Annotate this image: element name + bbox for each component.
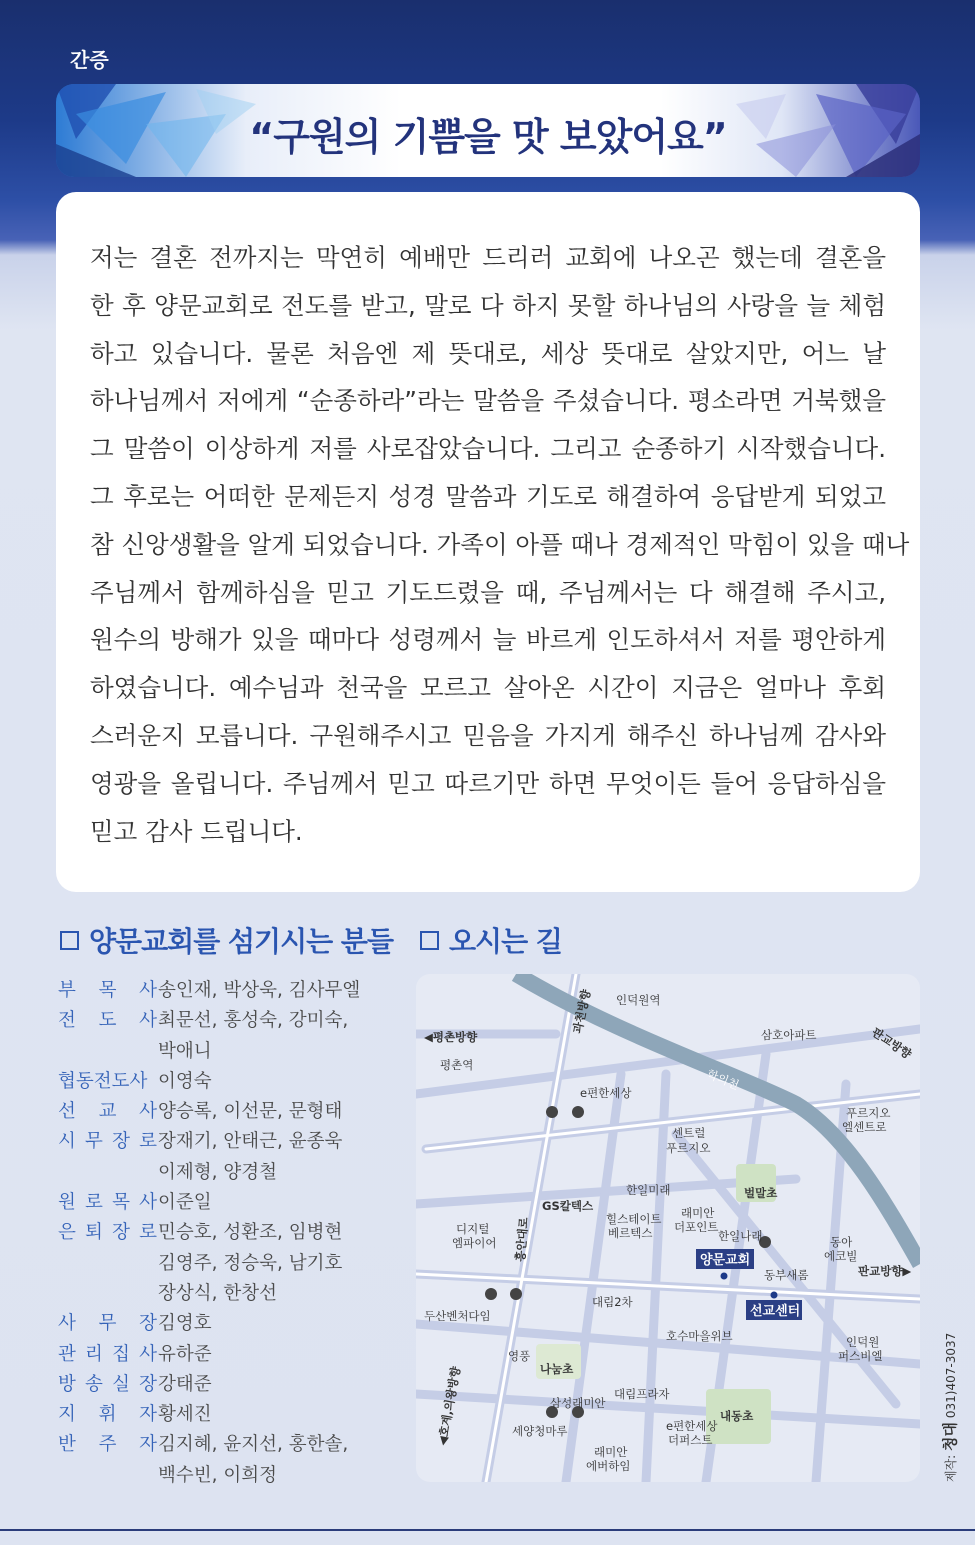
svg-text:세양청마루: 세양청마루 <box>512 1424 568 1438</box>
svg-text:엠파이어: 엠파이어 <box>452 1236 497 1250</box>
staff-row <box>58 1249 403 1279</box>
staff-role: 협동전도사 <box>58 1070 148 1092</box>
testimony-line: 하고 있습니다. 물론 처음엔 제 뜻대로, 세상 뜻대로 살았지만, 어느 날 <box>90 338 886 368</box>
staff-names: 장상식, 한창선 <box>158 1282 277 1304</box>
directions-map <box>416 974 920 1482</box>
directions-heading-text: 오시는 길 <box>449 925 562 958</box>
checkbox-square-icon <box>60 931 79 950</box>
staff-role <box>58 1249 157 1279</box>
staff-names: 김지혜, 윤지선, 홍한솔, <box>158 1434 349 1456</box>
staff-role: 전 도 사 <box>58 1010 157 1032</box>
testimony-line: 하였습니다. 예수님과 천국을 모르고 살아온 시간이 지금은 얼마나 후회 <box>90 673 886 703</box>
svg-text:영풍: 영풍 <box>508 1349 531 1363</box>
credit-brand: 청대 <box>941 1421 959 1451</box>
staff-names: 유하준 <box>158 1343 212 1365</box>
testimony-line: 한 후 양문교회로 전도를 받고, 말로 다 하지 못할 하나님의 사랑을 늘 체험 <box>90 290 886 320</box>
testimony-line: 스러운지 모릅니다. 구원해주시고 믿음을 가지게 해주신 하나님께 감사와 <box>90 720 886 750</box>
staff-role: 원 로 목 사 <box>58 1192 157 1214</box>
svg-text:양문교회: 양문교회 <box>700 1253 751 1268</box>
testimony-text <box>90 234 910 855</box>
staff-row <box>58 1006 403 1036</box>
staff-row <box>58 1067 403 1097</box>
staff-names: 최문선, 홍성숙, 강미숙, <box>158 1010 349 1032</box>
svg-text:학의천: 학의천 <box>704 1066 742 1093</box>
svg-text:한일미래: 한일미래 <box>626 1183 671 1197</box>
svg-text:과천방향: 과천방향 <box>570 988 594 1035</box>
svg-text:흥안대로: 흥안대로 <box>513 1216 531 1263</box>
svg-text:에버하임: 에버하임 <box>586 1459 631 1473</box>
svg-text:더퍼스트: 더퍼스트 <box>668 1433 713 1447</box>
testimony-line: 저는 결혼 전까지는 막연히 예배만 드리러 교회에 나오곤 했는데 결혼을 <box>90 243 886 272</box>
staff-names: 김영호 <box>158 1313 212 1335</box>
staff-names: 민승호, 성환조, 임병현 <box>158 1222 343 1244</box>
staff-role: 반 주 자 <box>58 1434 157 1456</box>
staff-names: 황세진 <box>158 1404 212 1426</box>
svg-text:디지털: 디지털 <box>456 1222 490 1236</box>
staff-role <box>58 1037 157 1067</box>
staff-role: 방 송 실 장 <box>58 1373 157 1395</box>
staff-heading-text: 양문교회를 섬기시는 분들 <box>89 925 394 958</box>
staff-row <box>58 1218 403 1248</box>
svg-text:삼성래미안: 삼성래미안 <box>550 1396 606 1410</box>
svg-text:e편한세상: e편한세상 <box>666 1419 718 1433</box>
staff-role: 사 무 장 <box>58 1313 157 1335</box>
testimony-line: 주님께서 함께하심을 믿고 기도드렸을 때, 주님께서는 다 해결해 주시고, <box>90 577 886 607</box>
svg-text:푸르지오: 푸르지오 <box>846 1106 891 1120</box>
svg-text:판교방향: 판교방향 <box>869 1024 914 1062</box>
testimony-line: 믿고 감사 드립니다. <box>90 816 303 846</box>
staff-names: 이제형, 양경철 <box>158 1161 277 1183</box>
svg-text:대림2차: 대림2차 <box>592 1295 633 1309</box>
svg-text:베르텍스: 베르텍스 <box>608 1226 653 1240</box>
svg-text:나눔초: 나눔초 <box>540 1362 574 1376</box>
staff-row <box>58 1400 403 1430</box>
section-label: 간증 <box>70 48 109 72</box>
map-graphic <box>416 974 920 1482</box>
staff-role: 은 퇴 장 로 <box>58 1222 157 1244</box>
staff-role: 지 휘 자 <box>58 1404 157 1426</box>
svg-text:내동초: 내동초 <box>720 1409 754 1423</box>
svg-text:센트럴: 센트럴 <box>672 1126 706 1140</box>
svg-text:인덕원역: 인덕원역 <box>616 993 661 1007</box>
staff-role <box>58 1461 157 1491</box>
svg-text:힐스테이트: 힐스테이트 <box>606 1212 662 1226</box>
staff-role <box>58 1158 157 1188</box>
svg-text:래미안: 래미안 <box>594 1445 628 1459</box>
staff-row <box>58 1188 403 1218</box>
directions-heading <box>420 920 562 960</box>
svg-text:GS칼텍스: GS칼텍스 <box>542 1199 594 1213</box>
staff-names: 강태준 <box>158 1373 212 1395</box>
svg-text:래미안: 래미안 <box>681 1206 715 1220</box>
svg-text:e편한세상: e편한세상 <box>580 1086 632 1100</box>
staff-row <box>58 1340 403 1370</box>
svg-text:◀호계,의왕방향: ◀호계,의왕방향 <box>435 1365 463 1447</box>
staff-names: 송인재, 박상욱, 김사무엘 <box>158 980 361 1001</box>
staff-row <box>58 1370 403 1400</box>
svg-text:판교방향▶: 판교방향▶ <box>858 1264 912 1278</box>
svg-text:동부새롬: 동부새롬 <box>764 1268 809 1282</box>
svg-text:인덕원: 인덕원 <box>846 1335 880 1349</box>
page-title: “구원의 기쁨을 맛 보았어요” <box>249 115 727 159</box>
testimony-line: 참 신앙생활을 알게 되었습니다. 가족이 아플 때나 경제적인 막힘이 있을 때나 <box>90 529 910 559</box>
staff-heading <box>60 920 393 960</box>
staff-names: 장재기, 안태근, 윤종욱 <box>158 1131 343 1153</box>
staff-row <box>58 1309 403 1339</box>
svg-text:두산벤처다임: 두산벤처다임 <box>424 1309 491 1323</box>
svg-text:호수마을위브: 호수마을위브 <box>666 1329 733 1343</box>
staff-row <box>58 1037 403 1067</box>
staff-role: 시 무 장 로 <box>58 1131 157 1153</box>
checkbox-square-icon <box>420 931 439 950</box>
testimony-line: 그 후로는 어떠한 문제든지 성경 말씀과 기도로 해결하여 응답받게 되었고 <box>90 481 886 511</box>
staff-row <box>58 1430 403 1460</box>
staff-names: 양승록, 이선문, 문형태 <box>158 1101 343 1123</box>
staff-row <box>58 976 403 1006</box>
svg-text:푸르지오: 푸르지오 <box>666 1141 711 1155</box>
svg-text:대림프라자: 대림프라자 <box>614 1387 670 1401</box>
svg-text:퍼스비엘: 퍼스비엘 <box>838 1349 883 1363</box>
credit-phone: 031)407-3037 <box>944 1332 958 1419</box>
staff-row <box>58 1158 403 1188</box>
staff-names: 이영숙 <box>158 1070 212 1092</box>
testimony-line: 그 말씀이 이상하게 저를 사로잡았습니다. 그리고 순종하기 시작했습니다. <box>90 434 886 464</box>
staff-row <box>58 1279 403 1309</box>
svg-text:◀평촌방향: ◀평촌방향 <box>424 1030 478 1044</box>
staff-role: 관 리 집 사 <box>58 1343 157 1365</box>
testimony-line: 원수의 방해가 있을 때마다 성령께서 늘 바르게 인도하셔서 저를 평안하게 <box>90 625 886 655</box>
svg-text:한일나래: 한일나래 <box>718 1229 763 1243</box>
page-bottom-border <box>0 1529 975 1531</box>
staff-names: 박애니 <box>158 1040 212 1062</box>
svg-text:동아: 동아 <box>830 1235 853 1249</box>
staff-names: 이준일 <box>158 1192 212 1214</box>
svg-text:더포인트: 더포인트 <box>674 1220 719 1234</box>
staff-list <box>58 976 403 1491</box>
staff-row <box>58 1097 403 1127</box>
staff-role: 부 목 사 <box>58 980 157 1001</box>
staff-names: 백수빈, 이희정 <box>158 1464 277 1486</box>
staff-names: 김영주, 정승욱, 남기호 <box>158 1252 343 1274</box>
staff-row <box>58 1127 403 1157</box>
svg-text:평촌역: 평촌역 <box>440 1058 474 1072</box>
staff-role <box>58 1279 157 1309</box>
credit: 제작: 청대 031)407-3037 <box>941 1332 959 1482</box>
svg-text:삼호아파트: 삼호아파트 <box>761 1028 817 1042</box>
testimony-line: 영광을 올립니다. 주님께서 믿고 따르기만 하면 무엇이든 들어 응답하심을 <box>90 768 886 798</box>
staff-row <box>58 1461 403 1491</box>
svg-text:엘센트로: 엘센트로 <box>842 1120 887 1134</box>
testimony-line: 하나님께서 저에게 “순종하라”라는 말씀을 주셨습니다. 평소라면 거북했을 <box>90 386 886 416</box>
svg-text:벌말초: 벌말초 <box>744 1186 778 1200</box>
staff-role: 선 교 사 <box>58 1101 157 1123</box>
svg-text:선교센터: 선교센터 <box>750 1304 801 1319</box>
svg-text:에코빌: 에코빌 <box>824 1249 858 1263</box>
title-banner <box>56 84 920 177</box>
